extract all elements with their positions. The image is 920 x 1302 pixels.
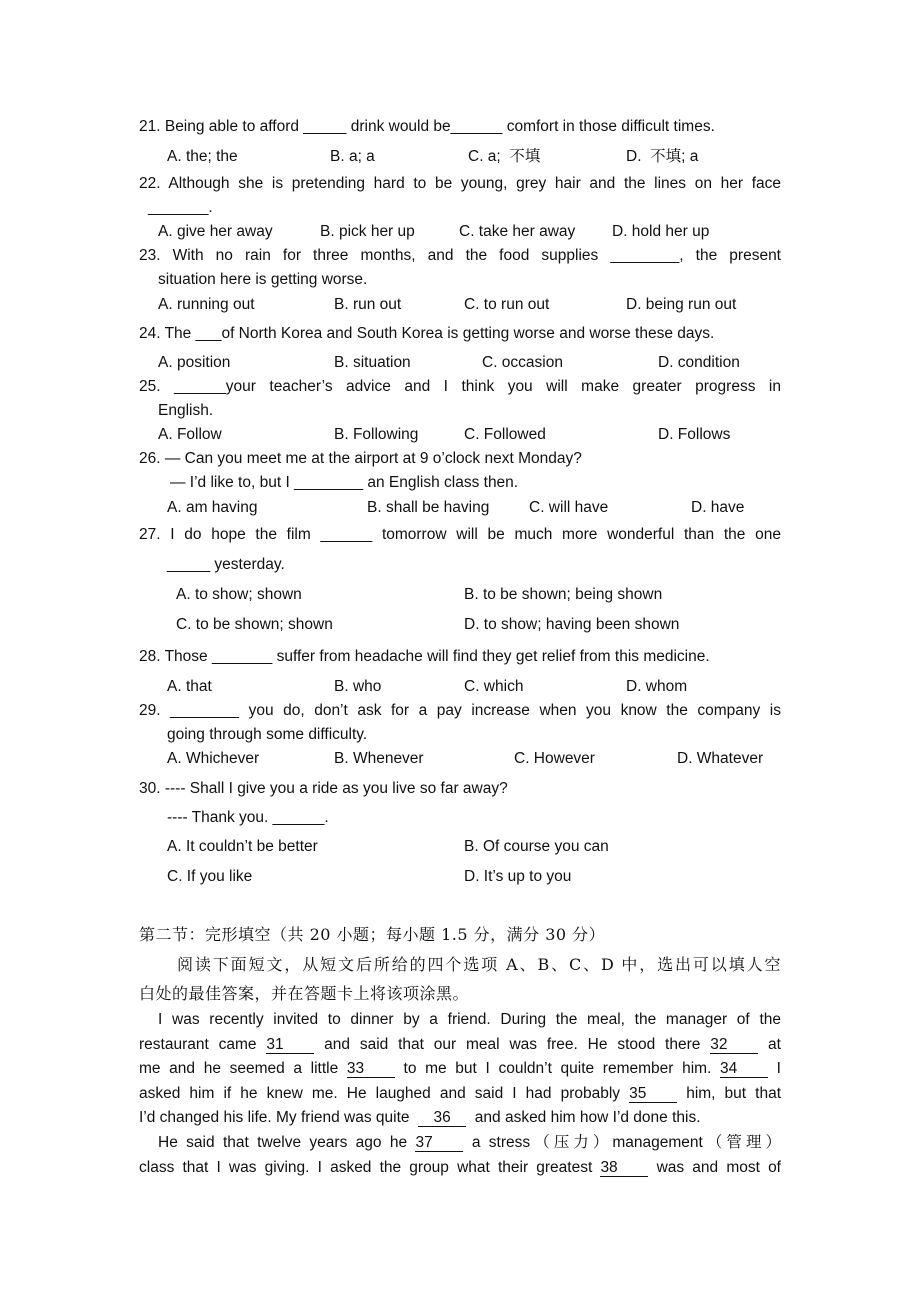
question-30-stem: 30. ---- Shall I give you a ride as you live so far away? <box>139 780 508 797</box>
question-27-option-a: A. to show; shown <box>176 586 302 603</box>
question-26-option-a: A. am having <box>167 499 258 516</box>
passage-text: to me but I couldn’t quite remember him. <box>403 1060 721 1077</box>
question-22-option-a: A. give her away <box>158 223 273 240</box>
question-23-option-c: C. to run out <box>464 296 550 313</box>
question-26-option-b: B. shall be having <box>367 499 490 516</box>
question-26-stem: 26. — Can you meet me at the airport at 9 o’clock next Monday? <box>139 450 582 467</box>
passage-line <box>139 1158 781 1178</box>
question-28-stem: 28. Those _______ suffer from headache will find they get relief from this medicine. <box>139 648 710 665</box>
section-instructions: 阅读下面短文，从短文后所给的四个选项 A、B、C、D 中，选出可以填人空 <box>177 955 781 974</box>
blank-33[interactable]: 33 <box>347 1060 395 1078</box>
passage-text: He said that twelve years ago he <box>158 1134 416 1151</box>
passage-text: restaurant came <box>139 1036 267 1053</box>
passage-text: class that I was giving. I asked the group what their greatest <box>139 1159 601 1176</box>
question-23-stem-cont: situation here is getting worse. <box>158 271 368 288</box>
passage-text: me and he seemed a little <box>139 1060 347 1077</box>
question-26-option-c: C. will have <box>529 499 609 516</box>
passage-line <box>158 1010 781 1030</box>
question-25-option-d: D. Follows <box>658 426 731 443</box>
blank-36[interactable]: 36 <box>418 1109 466 1127</box>
question-24-option-d: D. condition <box>658 354 740 371</box>
question-30-option-c: C. If you like <box>167 868 253 885</box>
passage-text: I was recently invited to dinner by a friend. During the meal, the manager of the <box>158 1011 781 1028</box>
passage-text: at <box>768 1036 781 1053</box>
question-30-option-a: A. It couldn’t be better <box>167 838 318 855</box>
question-22-stem: 22. Although she is pretending hard to be young, grey hair and the lines on her face <box>139 175 781 192</box>
passage-text: and asked him how I’d done this. <box>470 1109 701 1126</box>
question-21-stem: 21. Being able to afford _____ drink would be______ comfort in those difficult times. <box>139 118 715 135</box>
question-29-stem: 29. ________ you do, don’t ask for a pay increase when you know the company is <box>139 702 781 719</box>
question-24-option-a: A. position <box>158 354 231 371</box>
question-22-option-d: D. hold her up <box>612 223 710 240</box>
section-heading: 第二节：完形填空（共 20 小题；每小题 1.5 分，满分 30 分） <box>139 925 606 944</box>
question-29-option-c: C. However <box>514 750 595 767</box>
question-29-option-a: A. Whichever <box>167 750 260 767</box>
question-28-option-d: D. whom <box>626 678 688 695</box>
question-27-option-b: B. to be shown; being shown <box>464 586 663 603</box>
question-28-option-c: C. which <box>464 678 524 695</box>
question-25-stem-cont: English. <box>158 402 214 419</box>
blank-32[interactable]: 32 <box>710 1036 758 1054</box>
question-23-option-b: B. run out <box>334 296 402 313</box>
question-23-option-d: D. being run out <box>626 296 737 313</box>
question-27-stem-cont: _____ yesterday. <box>167 556 285 573</box>
question-25-option-c: C. Followed <box>464 426 546 443</box>
question-24-option-b: B. situation <box>334 354 411 371</box>
question-24-stem: 24. The ___of North Korea and South Korea is getting worse and worse these days. <box>139 325 715 342</box>
question-30-option-b: B. Of course you can <box>464 838 609 855</box>
question-25-stem: 25. ______your teacher’s advice and I think you will make greater progress in <box>139 378 781 395</box>
passage-line <box>139 1059 781 1079</box>
blank-34[interactable]: 34 <box>720 1060 768 1078</box>
question-23-option-a: A. running out <box>158 296 255 313</box>
question-21-option-b: B. a; a <box>330 148 375 165</box>
passage-text: him, but that <box>686 1085 782 1102</box>
question-26-option-d: D. have <box>691 499 745 516</box>
question-29-stem-cont: going through some difficulty. <box>167 726 368 743</box>
question-27-option-c: C. to be shown; shown <box>176 616 333 633</box>
blank-38[interactable]: 38 <box>600 1159 648 1177</box>
question-28-option-b: B. who <box>334 678 382 695</box>
question-30-option-d: D. It’s up to you <box>464 868 572 885</box>
section-instructions-cont: 白处的最佳答案，并在答题卡上将该项涂黑。 <box>139 984 470 1003</box>
question-25-option-a: A. Follow <box>158 426 222 443</box>
question-22-option-c: C. take her away <box>459 223 576 240</box>
passage-line <box>139 1035 781 1055</box>
question-27-stem: 27. I do hope the film ______ tomorrow will be much more wonderful than the one <box>139 526 781 543</box>
question-21-option-c: C. a; 不填 <box>468 148 541 165</box>
question-28-option-a: A. that <box>167 678 212 695</box>
passage-text: asked him if he knew me. He laughed and said I had probably <box>139 1085 630 1102</box>
question-21-option-d: D. 不填; a <box>626 148 699 165</box>
passage-text: I <box>776 1060 781 1077</box>
blank-35[interactable]: 35 <box>629 1085 677 1103</box>
passage-text: was and most of <box>656 1159 781 1176</box>
question-21-option-a: A. the; the <box>167 148 238 165</box>
question-22-stem-cont: _______. <box>148 199 213 216</box>
question-29-option-d: D. Whatever <box>677 750 764 767</box>
passage-text: and said that our meal was free. He stood there <box>324 1036 711 1053</box>
question-30-stem-cont: ---- Thank you. ______. <box>167 809 329 826</box>
question-22-option-b: B. pick her up <box>320 223 415 240</box>
question-27-option-d: D. to show; having been shown <box>464 616 680 633</box>
blank-37[interactable]: 37 <box>415 1134 463 1152</box>
question-23-stem: 23. With no rain for three months, and the food supplies ________, the present <box>139 247 781 264</box>
passage-line <box>158 1133 781 1153</box>
blank-31[interactable]: 31 <box>266 1036 314 1054</box>
question-29-option-b: B. Whenever <box>334 750 424 767</box>
passage-line <box>139 1108 781 1128</box>
passage-line <box>139 1084 781 1104</box>
question-24-option-c: C. occasion <box>482 354 563 371</box>
question-25-option-b: B. Following <box>334 426 419 443</box>
passage-text: I’d changed his life. My friend was quite <box>139 1109 414 1126</box>
passage-text: a stress（压力）management（管理） <box>471 1134 781 1151</box>
question-26-stem-cont: — I’d like to, but I ________ an English class then. <box>170 474 519 491</box>
